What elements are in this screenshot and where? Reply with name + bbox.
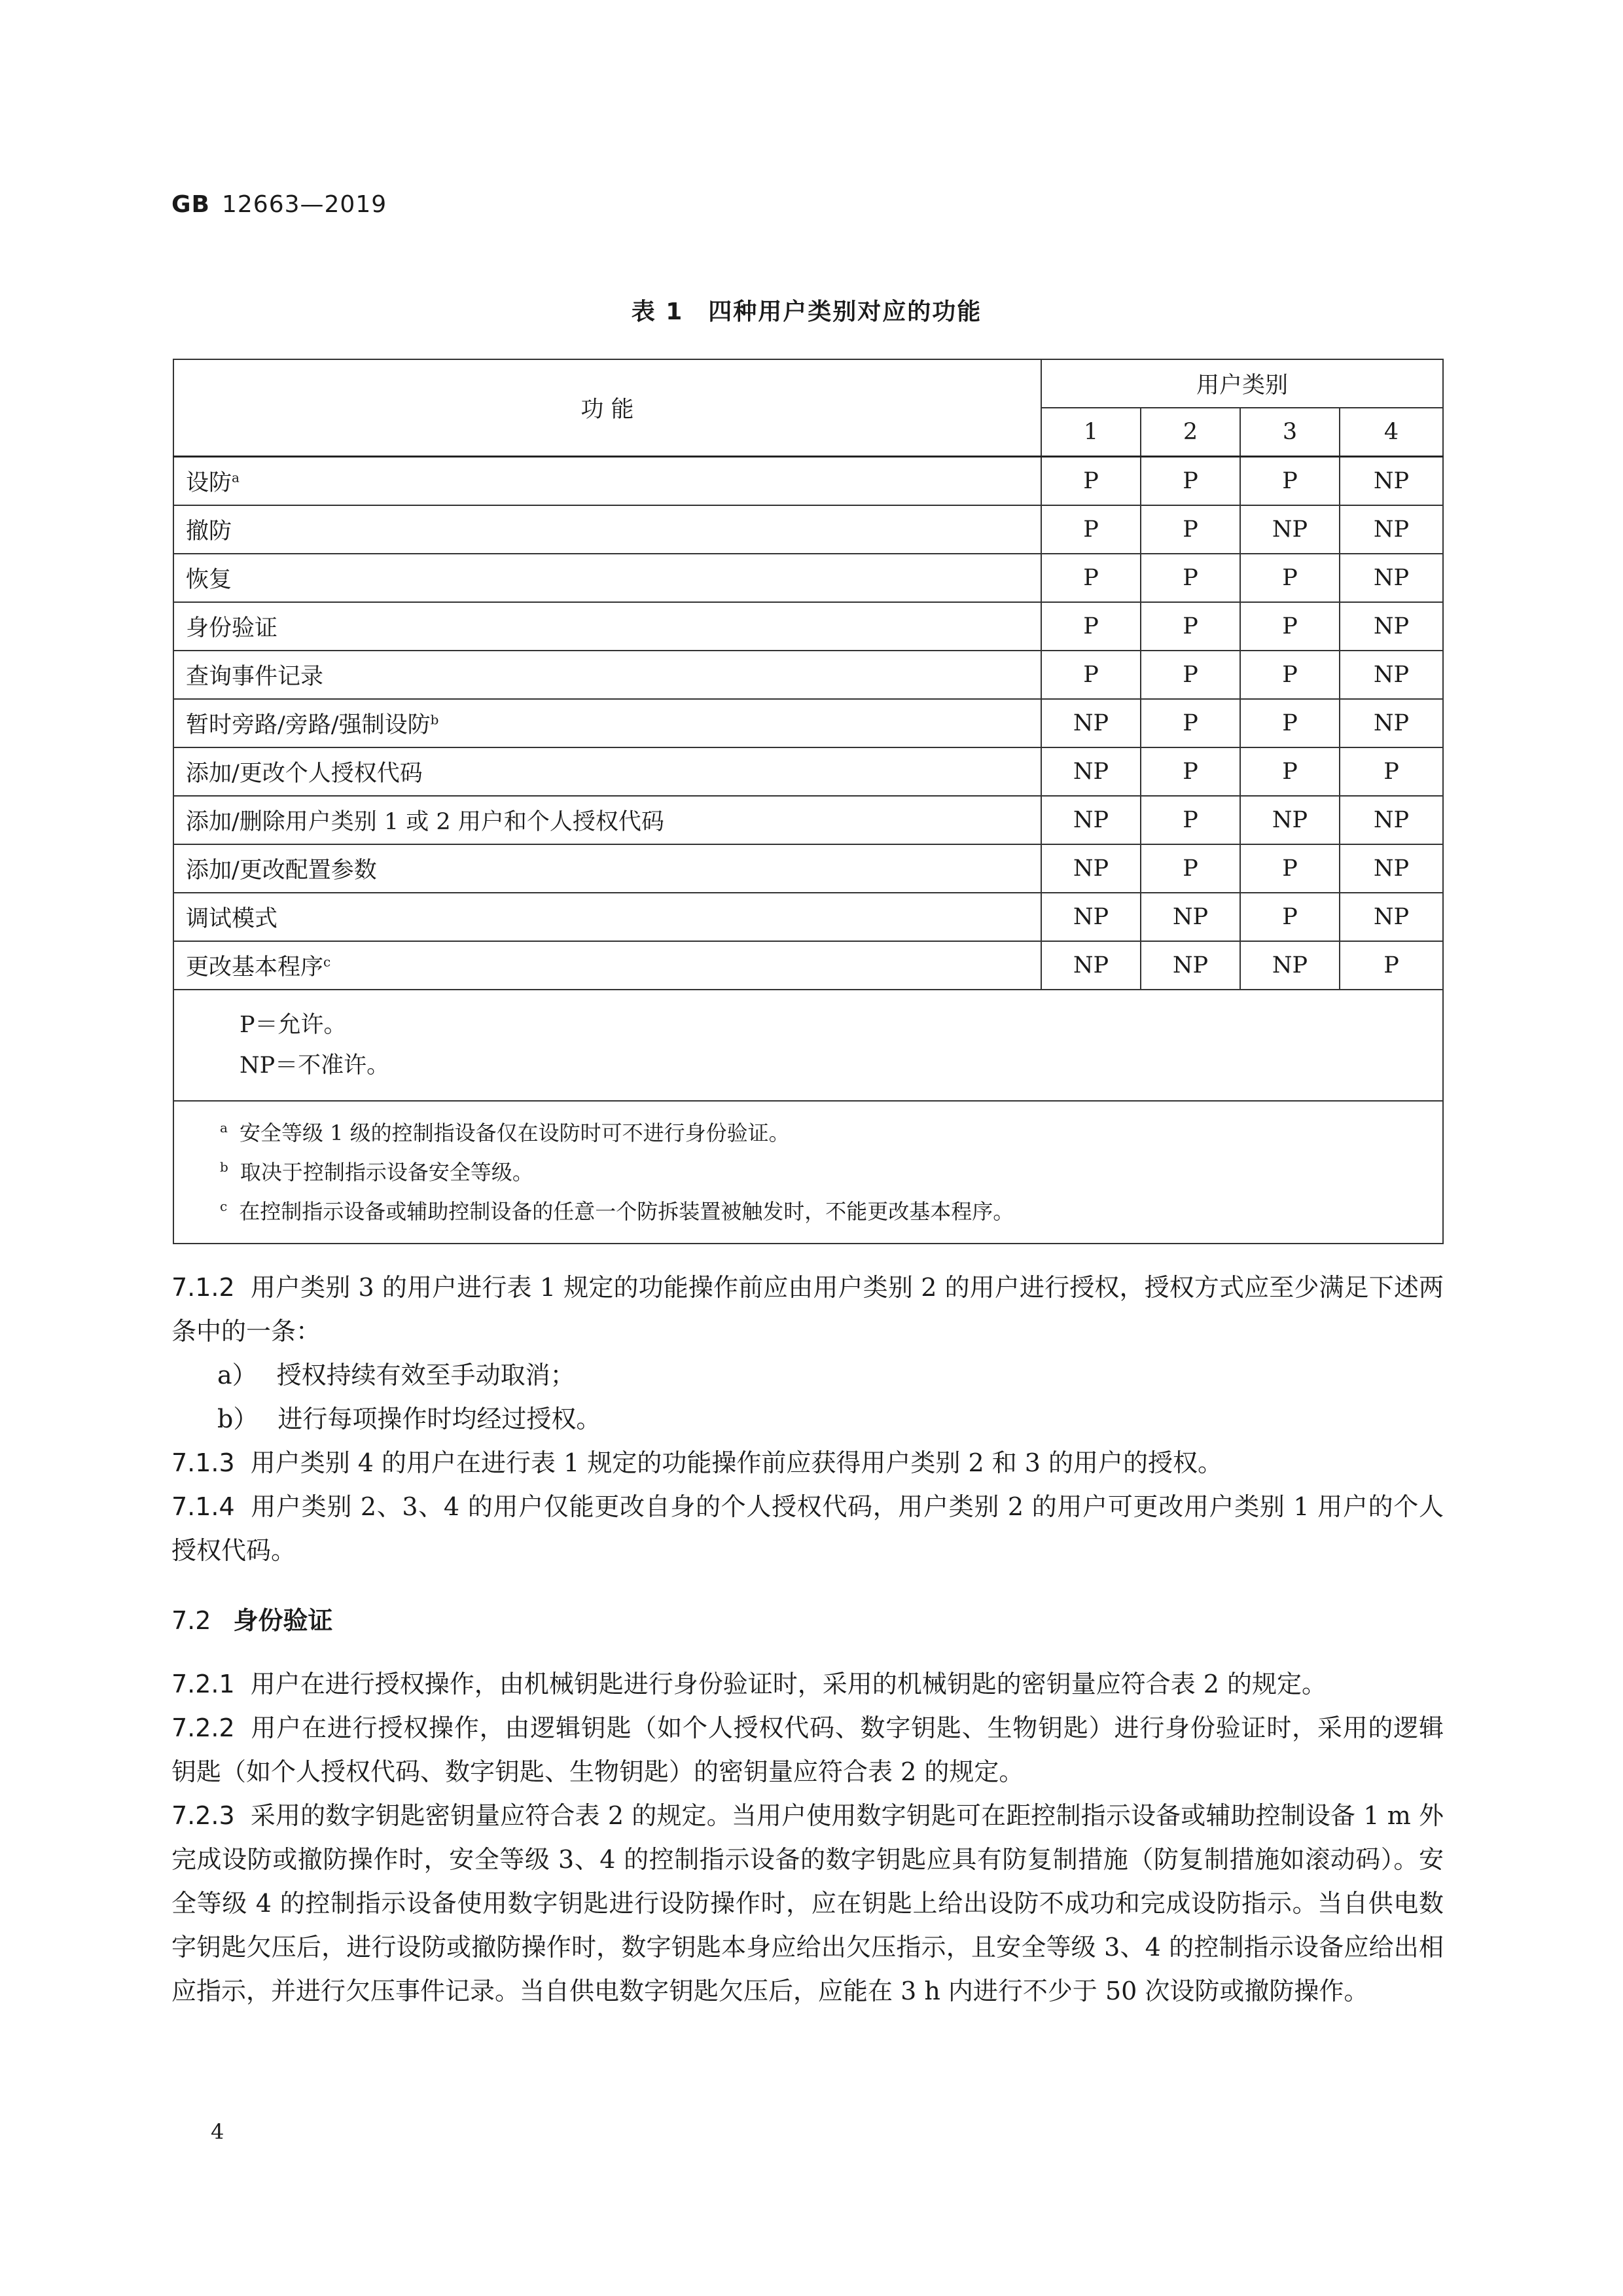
row-label: 添加/删除用户类别 1 或 2 用户和个人授权代码 (173, 796, 1041, 844)
cell: NP (1340, 602, 1443, 651)
cell: NP (1041, 796, 1141, 844)
clause-7-1-3: 7.1.3 用户类别 4 的用户在进行表 1 规定的功能操作前应获得用户类别 2 和 3 的用户的授权。 (171, 1448, 1223, 1477)
cell: NP (1340, 893, 1443, 941)
cell: NP (1340, 505, 1443, 554)
clause-7-2-2: 7.2.2 用户在进行授权操作，由逻辑钥匙（如个人授权代码、数字钥匙、生物钥匙）进行身份验证时，采用的逻辑钥匙（如个人授权代码、数字钥匙、生物钥匙）的密钥量应符合表 2 的规定。 (171, 1713, 1444, 1786)
cell: P (1240, 844, 1340, 893)
table-footnotes (173, 1101, 1443, 1244)
row-label: 查询事件记录 (173, 651, 1041, 699)
header-class-1: 1 (1041, 408, 1141, 457)
footnote-a: $^a$ 安全等级 1 级的控制指设备仅在设防时可不进行身份验证。 (220, 1120, 790, 1145)
table-row (173, 602, 1443, 651)
cell: NP (1041, 941, 1141, 990)
cell: NP (1141, 893, 1240, 941)
standard-number: 12663—2019 (222, 191, 387, 218)
cell: NP (1340, 457, 1443, 506)
cell: NP (1041, 699, 1141, 747)
row-label: 设防$^a$ (173, 457, 1041, 506)
table-header-row (173, 359, 1443, 408)
list-item-a: a） 授权持续有效至手动取消； (217, 1361, 575, 1390)
row-label: 添加/更改配置参数 (173, 844, 1041, 893)
section-7-2-heading: 7.2 身份验证 (171, 1606, 333, 1635)
cell: P (1141, 457, 1240, 506)
cell: P (1240, 457, 1340, 506)
row-label: 调试模式 (173, 893, 1041, 941)
header-class-4: 4 (1340, 408, 1443, 457)
table-1 (173, 359, 1444, 1244)
list-item-b: b） 进行每项操作时均经过授权。 (217, 1405, 601, 1433)
cell: NP (1340, 796, 1443, 844)
footnote-c: $^c$ 在控制指示设备或辅助控制设备的任意一个防拆装置被触发时，不能更改基本程序。 (220, 1198, 1014, 1224)
cell: P (1240, 554, 1340, 602)
cell: P (1041, 651, 1141, 699)
table-row (173, 844, 1443, 893)
page-number: 4 (211, 2119, 224, 2144)
cell: P (1141, 651, 1240, 699)
cell: NP (1041, 844, 1141, 893)
row-label: 撤防 (173, 505, 1041, 554)
table-row (173, 554, 1443, 602)
table-row (173, 651, 1443, 699)
table-row (173, 505, 1443, 554)
cell: NP (1041, 893, 1141, 941)
cell: P (1340, 941, 1443, 990)
cell: P (1041, 602, 1141, 651)
cell: NP (1240, 941, 1340, 990)
cell: NP (1340, 699, 1443, 747)
footnote-b: $^b$ 取决于控制指示设备安全等级。 (220, 1159, 533, 1185)
cell: NP (1041, 747, 1141, 796)
header-class-2: 2 (1141, 408, 1240, 457)
cell: NP (1240, 505, 1340, 554)
cell: P (1240, 699, 1340, 747)
header-user-class: 用户类别 (1041, 359, 1443, 408)
cell: P (1141, 699, 1240, 747)
cell: NP (1141, 941, 1240, 990)
table-1-title: 表 1 四种用户类别对应的功能 (631, 298, 982, 325)
cell: NP (1240, 796, 1340, 844)
cell: NP (1340, 554, 1443, 602)
cell: P (1141, 796, 1240, 844)
cell: P (1240, 893, 1340, 941)
table-row (173, 457, 1443, 506)
cell: P (1141, 554, 1240, 602)
table-notes (173, 990, 1443, 1101)
standard-code (171, 191, 387, 218)
table-notes-row (173, 990, 1443, 1101)
cell: P (1141, 747, 1240, 796)
note-not-permitted: NP＝不准许。 (240, 1052, 390, 1079)
body-text (171, 1266, 1444, 2013)
cell: P (1240, 747, 1340, 796)
row-label: 暂时旁路/旁路/强制设防$^b$ (173, 699, 1041, 747)
row-label: 更改基本程序$^c$ (173, 941, 1041, 990)
cell: P (1141, 844, 1240, 893)
table-row (173, 941, 1443, 990)
table-footnotes-row (173, 1101, 1443, 1244)
cell: P (1041, 457, 1141, 506)
standard-prefix: GB (171, 191, 210, 218)
table-row (173, 747, 1443, 796)
cell: P (1141, 505, 1240, 554)
table-row (173, 699, 1443, 747)
clause-7-2-1: 7.2.1 用户在进行授权操作，由机械钥匙进行身份验证时，采用的机械钥匙的密钥量应符合表 2 的规定。 (171, 1670, 1327, 1698)
cell: P (1041, 554, 1141, 602)
header-function: 功 能 (173, 359, 1041, 457)
table-row (173, 796, 1443, 844)
row-label: 添加/更改个人授权代码 (173, 747, 1041, 796)
cell: NP (1340, 651, 1443, 699)
clause-7-2-3: 7.2.3 采用的数字钥匙密钥量应符合表 2 的规定。当用户使用数字钥匙可在距控制指示设备或辅助控制设备 1 m 外完成设防或撤防操作时，安全等级 3、4 的控制指示设备的数字钥匙应具有防复制措施（防复制措施如滚动码）。安全等级 4 的控制指示设备使用数字钥匙进行设防操作时，应在钥匙上给出设防不成功和完成设防指示。当自供电数字钥匙欠压后，进行设防或撤防操作时，数字钥匙本身应给出欠压指示，且安全等级 3、4 的控制指示设备应给出相应指示，并进行欠压事件记录。当自供电数字钥匙欠压后，应能在 3 h 内进行不少于 50 次设防或撤防操作。 (171, 1801, 1444, 2005)
cell: P (1340, 747, 1443, 796)
cell: P (1041, 505, 1141, 554)
row-label: 恢复 (173, 554, 1041, 602)
cell: P (1240, 602, 1340, 651)
cell: P (1240, 651, 1340, 699)
cell: NP (1340, 844, 1443, 893)
header-class-3: 3 (1240, 408, 1340, 457)
cell: P (1141, 602, 1240, 651)
row-label: 身份验证 (173, 602, 1041, 651)
clause-7-1-4: 7.1.4 用户类别 2、3、4 的用户仅能更改自身的个人授权代码，用户类别 2 的用户可更改用户类别 1 用户的个人授权代码。 (171, 1492, 1444, 1565)
clause-7-1-2: 7.1.2 用户类别 3 的用户进行表 1 规定的功能操作前应由用户类别 2 的用户进行授权，授权方式应至少满足下述两条中的一条： (171, 1273, 1444, 1346)
table-row (173, 893, 1443, 941)
note-permitted: P＝允许。 (240, 1012, 347, 1038)
